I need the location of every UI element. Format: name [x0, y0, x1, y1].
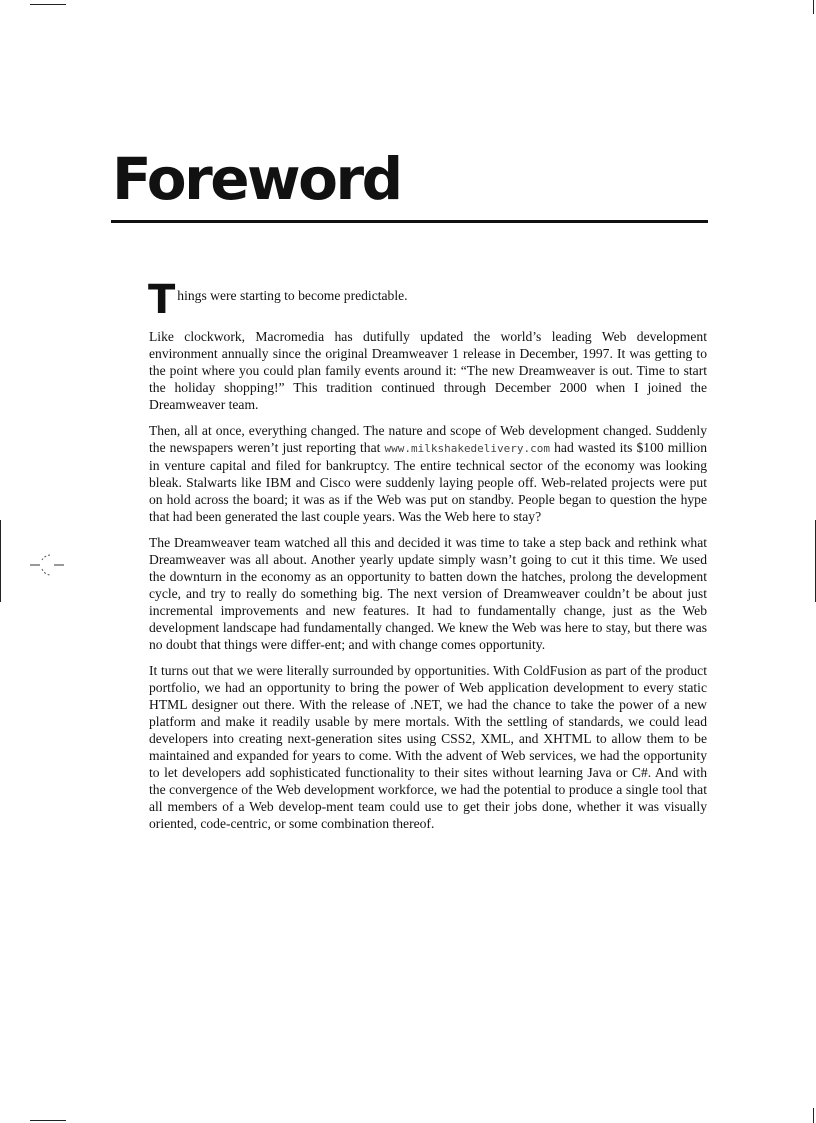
crop-mark-top-right — [813, 0, 814, 14]
page-edge-left — [0, 520, 1, 602]
paragraph-2-after: had wasted its $100 million in venture capital and filed for bankruptcy. The entire technical sector of the economy was looking bleak. Stalwarts like IBM and Cisco were suddenly laying people off. Web-related projects were put on hold across the board; it was as if the Web was put on standby. People began to question the hype that had been generated the last couple years. Was the Web here to stay? — [149, 440, 707, 524]
registration-mark-icon — [26, 548, 66, 578]
crop-mark-bottom-right — [813, 1108, 814, 1123]
body-text — [148, 277, 707, 841]
opening-paragraph — [148, 277, 707, 323]
url-text: www.milkshakedelivery.com — [384, 442, 551, 455]
page-title: Foreword — [112, 145, 401, 213]
crop-mark-bottom-left — [30, 1120, 66, 1121]
paragraph-2 — [149, 422, 707, 525]
paragraph-1: Like clockwork, Macromedia has dutifully updated the world’s leading Web development environment annually since the original Dreamweaver 1 release in December, 1997. It was getting to the point where you could plan family events around it: “The new Dreamweaver is out. Time to start the holiday shopping!” This tradition continued through December 2000 when I joined the Dreamweaver team. — [149, 329, 707, 412]
paragraph-2-before: Then, all at once, everything changed. The nature and scope of Web development changed. Suddenly the newspapers weren’t just reporting that — [149, 423, 707, 455]
paragraph-4: It turns out that we were literally surrounded by opportunities. With ColdFusion as part of the product portfolio, we had an opportunity to bring the power of Web application development to every static HTML designer out there. With the release of .NET, we had the chance to take the power of a new platform and make it readily usable by mere mortals. With the settling of standards, we could lead developers into creating next-generation sites using CSS2, XML, and XHTML to allow them to be maintained and expanded for years to come. With the advent of Web services, we had the opportunity to let developers add sophisticated functionality to their sites without learning Java or C#. And with the convergence of the Web development workforce, we had the potential to produce a single tool that all members of a Web develop-ment team could use to get their jobs done, whether it was visually oriented, code-centric, or some combination thereof. — [149, 663, 707, 831]
paragraph-3: The Dreamweaver team watched all this and decided it was time to take a step back and rethink what Dreamweaver was all about. Another yearly update simply wasn’t going to cut it this time. We used the downturn in the economy as an opportunity to batten down the hatches, prolong the development cycle, and try to really do something big. The next version of Dreamweaver couldn’t be about just incremental improvements and new features. It had to fundamentally change, just as the Web development landscape had fundamentally changed. We knew the Web was here to stay, but there was no doubt that things were differ-ent; and with change comes opportunity. — [149, 535, 707, 652]
title-rule — [111, 220, 708, 223]
crop-mark-top-left — [30, 4, 66, 5]
opening-text: hings were starting to become predictable. — [177, 288, 408, 303]
drop-cap: T — [148, 277, 176, 323]
